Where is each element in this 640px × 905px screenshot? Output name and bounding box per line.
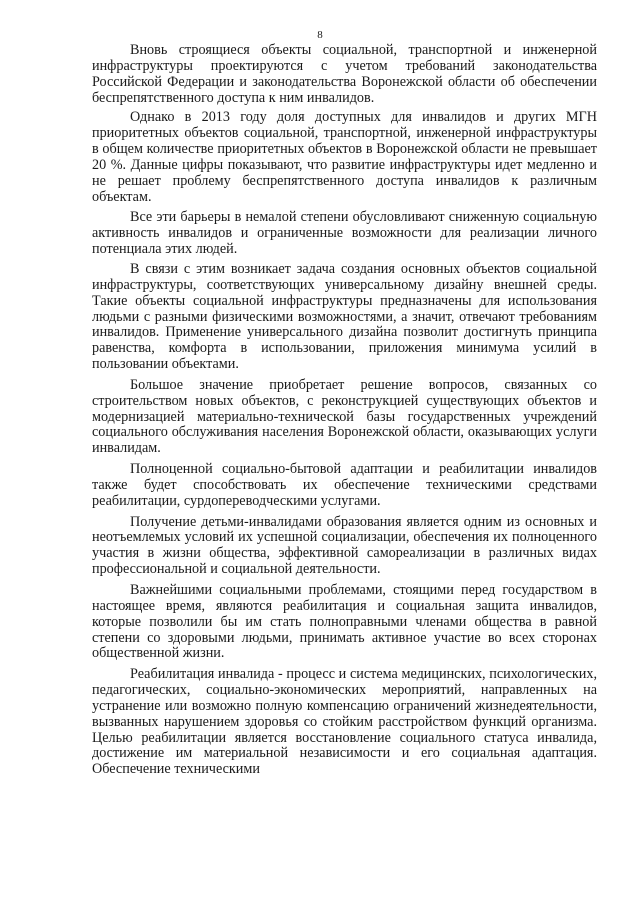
paragraph-construction-questions: Большое значение приобретает решение вопросов, связанных со строительством новых объектов, с реконструкцией существующих объектов и модернизацией материально-технической базы государственных учреждений социального обслуживания населения Воронежской области, оказывающих услуги инвалидам.: [92, 376, 597, 457]
body-text: [92, 43, 597, 778]
paragraph-rehabilitation: Реабилитация инвалида - процесс и система медицинских, психологических, педагогических, социально-экономических мероприятий, направленных на устранение или возможно полную компенсацию ограничений жизнедеятельности, вызванных нарушением здоровья со стойким расстройством функций организма. Целью реабилитации является восстановление социального статуса инвалида, достижение им материальной независимости и его социальная адаптация. Обеспечение техническими: [92, 666, 597, 778]
paragraph-barriers: Все эти барьеры в немалой степени обусловливают сниженную социальную активность инвалидов и ограниченные возможности для реализации личного потенциала этих людей.: [92, 209, 597, 258]
paragraph-education: Получение детьми-инвалидами образования является одним из основных и неотъемлемых условий их успешной социализации, обеспечения их полноценного участия в жизни общества, эффективной самореализации в различных видах профессиональной и социальной деятельности.: [92, 513, 597, 578]
paragraph-social-problems: Важнейшими социальными проблемами, стоящими перед государством в настоящее время, являются реабилитация и социальная защита инвалидов, которые позволили бы им стать полноправными членами общества в равной степени со здоровыми людьми, принимать активное участие во всех сторонах общественной жизни.: [92, 582, 597, 662]
page-number: 8: [317, 29, 323, 41]
paragraph-new-construction: Вновь строящиеся объекты социальной, транспортной и инженерной инфраструктуры проектируются с учетом требований законодательства Российской Федерации и законодательства Воронежской области об обеспечении беспрепятственного доступа к ним инвалидов.: [92, 42, 597, 106]
paragraph-accessibility-2013: Однако в 2013 году доля доступных для инвалидов и других МГН приоритетных объектов социальной, транспортной, инженерной инфраструктуры в общем количестве приоритетных объектов в Воронежской области не превышает 20 %. Данные цифры показывают, что развитие инфраструктуры идет медленно и не решает проблему беспрепятственного доступа инвалидов к различным объектам.: [92, 109, 597, 205]
paragraph-adaptation: Полноценной социально-бытовой адаптации и реабилитации инвалидов также будет способствовать их обеспечение техническими средствами реабилитации, сурдопереводческими услугами.: [92, 461, 597, 509]
paragraph-universal-design: В связи с этим возникает задача создания основных объектов социальной инфраструктуры, соответствующих универсальному дизайну внешней среды. Такие объекты социальной инфраструктуры предназначены для использования людьми с разными физическими возможностями, а значит, отвечают требованиям инвалидов. Применение универсального дизайна позволит достигнуть принципа равенства, комфорта в использовании, приложения минимума усилий в пользовании объектами.: [92, 260, 597, 373]
